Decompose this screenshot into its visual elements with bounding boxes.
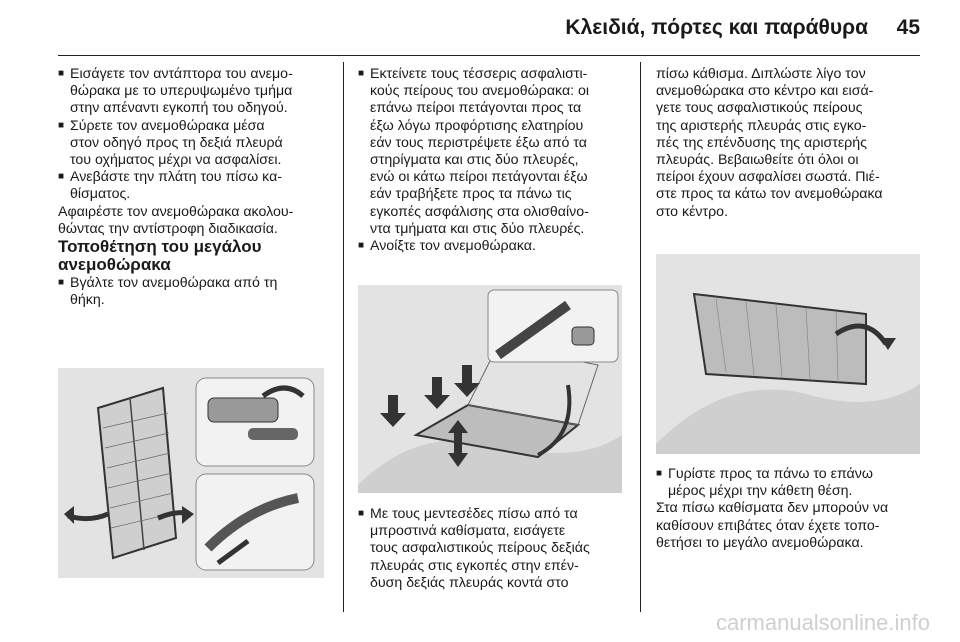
column-3 — [656, 66, 926, 221]
column-1 — [58, 66, 334, 309]
windbreak-fold-illustration — [656, 254, 920, 454]
page-number: 45 — [896, 16, 920, 39]
column-3-bottom — [656, 466, 936, 552]
instruction-item: ■ Γυρίστε προς τα πάνω το επάνω μέρος μέχρι την κάθετη θέση. — [656, 466, 936, 500]
instruction-item: ■ Ανοίξτε τον ανεμοθώρακα. — [358, 238, 634, 255]
section-heading: Τοποθέτηση του μεγάλου ανεμοθώρακα — [58, 237, 262, 275]
instruction-item: ■ Σύρετε τον ανεμοθώρακα μέσα στον οδηγό προς τη δεξιά πλευρά του οχήματος μέχρι να ασφαλίσει. — [58, 118, 334, 170]
column-2-bottom — [358, 506, 634, 592]
watermark: carmanualsonline.info — [715, 610, 930, 635]
column-2 — [358, 66, 634, 255]
instruction-item: ■ Εισάγετε τον αντάπτορα του ανεμο- θώρακα με το υπερυψωμένο τμήμα στην απέναντι εγκοπή του οδηγού. — [58, 66, 334, 118]
body-paragraph: Στα πίσω καθίσματα δεν μπορούν να καθίσουν επιβάτες όταν έχετε τοπο- θετήσει το μεγάλο ανεμοθώρακα. — [656, 500, 889, 551]
body-paragraph: πίσω κάθισμα. Διπλώστε λίγο τον ανεμοθώρακα στο κέντρο και εισά- γετε τους ασφαλιστικούς πείρους της αριστερής πλευράς στις εγκο- πές της επένδυσης της αριστερής πλευράς. Βεβαιωθείτε ότι όλοι οι πείροι έχουν ασφαλίσει σωστά. Πιέ- στε προς τα κάτω τον ανεμοθώρακα στο κέντρο. — [656, 66, 883, 220]
instruction-item: ■ Βγάλτε τον ανεμοθώρακα από τη θήκη. — [58, 275, 334, 309]
body-paragraph: Αφαιρέστε τον ανεμοθώρακα ακολου- θώντας την αντίστροφη διαδικασία. — [58, 203, 294, 237]
figure-windbreak-bag — [58, 368, 324, 578]
section-title: Κλειδιά, πόρτες και παράθυρα — [565, 16, 868, 39]
windbreak-pins-illustration — [358, 285, 622, 493]
column-divider-2 — [640, 62, 641, 612]
figure-windbreak-pins — [358, 285, 622, 493]
instruction-item: ■ Εκτείνετε τους τέσσερις ασφαλιστι- κούς πείρους του ανεμοθώρακα: οι επάνω πείροι πετάγονται προς τα έξω λόγω προφόρτισης ελατηρίου εάν τους περιστρέψετε έξω από τα στηρίγματα και στις δύο πλευρές, ενώ οι κάτω πείροι πετάγονται έξω εάν τραβήξετε προς τα πάνω τις εγκοπές ασφάλισης στα ολισθαίνο- ντα τμήματα και στις δύο πλευρές. — [358, 66, 634, 238]
windbreak-removal-illustration — [58, 368, 324, 578]
instruction-item: ■ Με τους μεντεσέδες πίσω από τα μπροστινά καθίσματα, εισάγετε τους ασφαλιστικούς πείρους δεξιάς πλευράς στις εγκοπές στην επέν- δυση δεξιάς πλευράς κοντά στο — [358, 506, 634, 592]
header-rule — [58, 55, 920, 56]
instruction-item: ■ Ανεβάστε την πλάτη του πίσω κα- θίσματος. — [58, 169, 334, 203]
figure-windbreak-fold — [656, 254, 920, 454]
column-divider-1 — [343, 62, 344, 612]
